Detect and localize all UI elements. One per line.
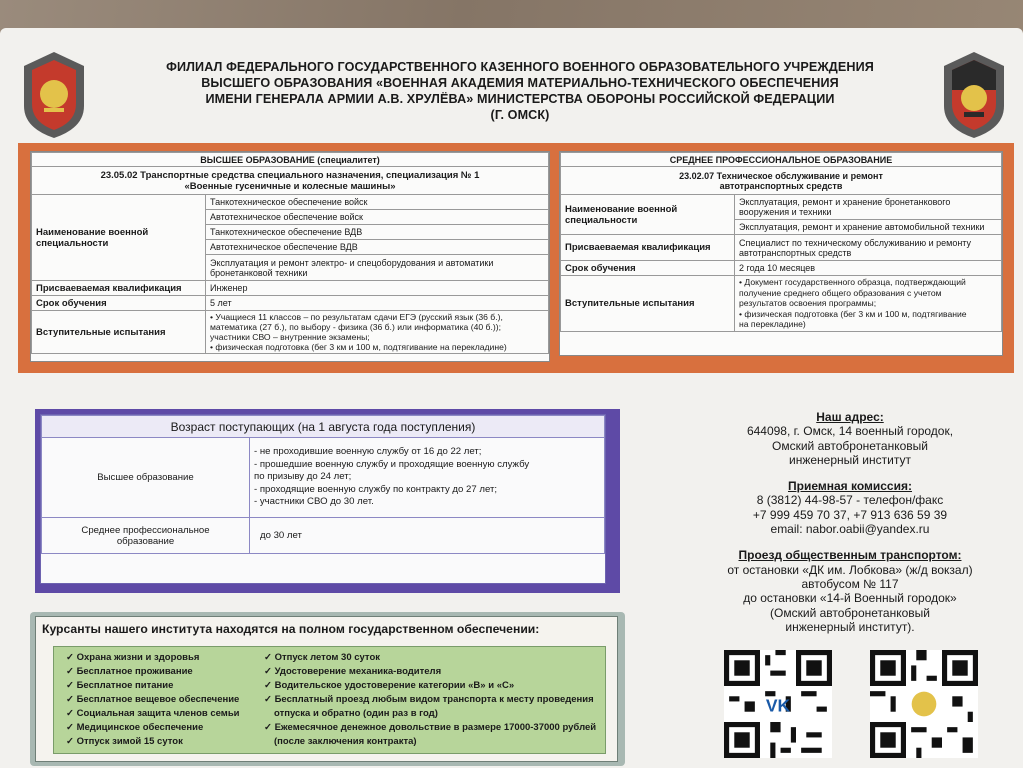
address-line: инженерный институт <box>789 452 911 467</box>
vk-logo-icon: VK <box>765 695 791 716</box>
age-secondary-value: до 30 лет <box>250 518 605 554</box>
benefits-column-left <box>66 651 240 749</box>
website-qr-code[interactable] <box>870 650 978 758</box>
age-title: Возраст поступающих (на 1 августа года поступления) <box>42 416 605 438</box>
address-line: Омский автобронетанковый <box>772 438 928 453</box>
academy-emblem-right <box>938 50 1010 140</box>
higher-duration-label: Срок обучения <box>32 296 206 311</box>
phone-line: +7 999 459 70 37, +7 913 636 59 39 <box>752 507 948 522</box>
email-line[interactable]: email: nabor.oabii@yandex.ru <box>770 522 930 537</box>
benefit-item: ✓ Медицинское обеспечение <box>66 722 204 733</box>
specialty-item: Эксплуатация и ремонт электро- и спецоборудования и автоматики бронетанковой техники <box>206 255 549 281</box>
specialty-item: Автотехническое обеспечение войск <box>206 210 549 225</box>
benefit-item: ✓ Отпуск летом 30 суток <box>264 652 381 663</box>
secondary-qualification: Специалист по техническому обслуживанию и ремонту автотранспортных средств <box>735 235 1002 261</box>
title-line-2: ВЫСШЕГО ОБРАЗОВАНИЯ «ВОЕННАЯ АКАДЕМИЯ МАТЕРИАЛЬНО-ТЕХНИЧЕСКОГО ОБЕСПЕЧЕНИЯ <box>201 76 839 90</box>
secondary-specialty-label: Наименование военной специальности <box>561 195 735 235</box>
benefits-list <box>53 646 606 754</box>
secondary-duration: 2 года 10 месяцев <box>735 261 1002 276</box>
age-requirements <box>40 414 606 584</box>
emblem-icon <box>912 692 937 717</box>
address-title: Наш адрес: <box>816 410 884 424</box>
higher-education-table <box>30 151 550 362</box>
benefit-item: ✓ Бесплатное вещевое обеспечение <box>66 694 240 705</box>
secondary-specialty: 23.02.07 Техническое обслуживание и ремонт автотранспортных средств <box>561 167 1002 195</box>
benefit-item: ✓ Бесплатное проживание <box>66 666 193 677</box>
higher-specialty: 23.05.02 Транспортные средства специального назначения, специализация № 1 «Военные гусеничные и колесные машины» <box>32 167 549 195</box>
benefits-title: Курсанты нашего института находятся на полном государственном обеспечении: <box>42 622 540 636</box>
commission-title: Приемная комиссия: <box>788 479 912 494</box>
transport-title: Проезд общественным транспортом: <box>738 548 962 563</box>
age-higher-label: Высшее образование <box>42 438 250 518</box>
higher-heading: ВЫСШЕЕ ОБРАЗОВАНИЕ (специалитет) <box>32 153 549 167</box>
specialty-item: Танкотехническое обеспечение ВДВ <box>206 225 549 240</box>
benefits-box <box>35 616 618 762</box>
secondary-specialty-item: Эксплуатация, ремонт и хранение автомобильной техники <box>735 220 1002 235</box>
benefit-item: ✓ Водительское удостоверение категории «В» и «С» <box>264 680 515 691</box>
secondary-exams: • Документ государственного образца, подтверждающий получение среднего общего образования с учетом результатов освоения программы; • физическая подготовка (бег 3 км и 100 м, подтягивание на перекладине) <box>735 276 1002 332</box>
specialty-item: Автотехническое обеспечение ВДВ <box>206 240 549 255</box>
secondary-exams-label: Вступительные испытания <box>561 276 735 332</box>
higher-duration: 5 лет <box>206 296 549 311</box>
benefits-column-right <box>264 651 596 749</box>
transport-line: инженерный институт). <box>785 619 915 634</box>
contacts-block <box>700 410 1000 634</box>
benefit-item: (после заключения контракта) <box>274 736 417 747</box>
benefit-item: ✓ Бесплатное питание <box>66 680 174 691</box>
secondary-duration-label: Срок обучения <box>561 261 735 276</box>
age-secondary-label: Среднее профессиональное образование <box>42 518 250 554</box>
title-line-1: ФИЛИАЛ ФЕДЕРАЛЬНОГО ГОСУДАРСТВЕННОГО КАЗЕННОГО ВОЕННОГО ОБРАЗОВАТЕЛЬНОГО УЧРЕЖДЕНИЯ <box>166 60 874 74</box>
flyer-sheet <box>0 28 1023 768</box>
benefit-item: отпуска и обратно (один раз в год) <box>274 708 438 719</box>
benefit-item: ✓ Бесплатный проезд любым видом транспорта к месту проведения <box>264 694 594 705</box>
secondary-heading: СРЕДНЕЕ ПРОФЕССИОНАЛЬНОЕ ОБРАЗОВАНИЕ <box>561 153 1002 167</box>
higher-qualification-label: Присваеваемая квалификация <box>32 281 206 296</box>
address-line: 644098, г. Омск, 14 военный городок, <box>746 424 954 439</box>
secondary-qualification-label: Присваеваемая квалификация <box>561 235 735 261</box>
academy-emblem-left <box>18 50 90 140</box>
secondary-specialty-item: Эксплуатация, ремонт и хранение бронетанкового вооружения и техники <box>735 195 1002 220</box>
secondary-education-table <box>559 151 1003 356</box>
higher-exams-label: Вступительные испытания <box>32 311 206 354</box>
transport-line: от остановки «ДК им. Лобкова» (ж/д вокзал) <box>727 562 973 577</box>
vk-qr-code[interactable] <box>724 650 832 758</box>
transport-line: автобусом № 117 <box>801 576 899 591</box>
specialty-item: Танкотехническое обеспечение войск <box>206 195 549 210</box>
benefit-item: ✓ Удостоверение механика-водителя <box>264 666 442 677</box>
benefit-item: ✓ Социальная защита членов семьи <box>66 708 240 719</box>
age-higher-values: - не проходившие военную службу от 16 до 22 лет; - прошедшие военную службу и проходящие военную службу по призыву до 24 лет; - проходящие военную службу по контракту до 27 лет; - участники СВО до 30 лет. <box>250 438 605 518</box>
benefit-item: ✓ Отпуск зимой 15 суток <box>66 736 183 747</box>
institution-title <box>110 59 930 123</box>
benefit-item: ✓ Ежемесячное денежное довольствие в размере 17000-37000 рублей <box>264 722 597 733</box>
title-line-4: (Г. ОМСК) <box>490 108 550 122</box>
higher-specialty-label: Наименование военной специальности <box>32 195 206 281</box>
phone-line: 8 (3812) 44-98-57 - телефон/факс <box>756 493 944 508</box>
transport-line: (Омский автобронетанковый <box>770 605 930 620</box>
transport-line: до остановки «14-й Военный городок» <box>743 591 957 606</box>
higher-qualification: Инженер <box>206 281 549 296</box>
benefit-item: ✓ Охрана жизни и здоровья <box>66 652 200 663</box>
title-line-3: ИМЕНИ ГЕНЕРАЛА АРМИИ А.В. ХРУЛЁВА» МИНИСТЕРСТВА ОБОРОНЫ РОССИЙСКОЙ ФЕДЕРАЦИИ <box>205 92 835 106</box>
higher-exams: • Учащиеся 11 классов – по результатам сдачи ЕГЭ (русский язык (36 б.), математика (27 б.), по выбору - физика (36 б.) или информатика (40 б.)); участники СВО – внутренние экзамены; • физическая подготовка (бег 3 км и 100 м, подтягивание на перекладине) <box>206 311 549 354</box>
